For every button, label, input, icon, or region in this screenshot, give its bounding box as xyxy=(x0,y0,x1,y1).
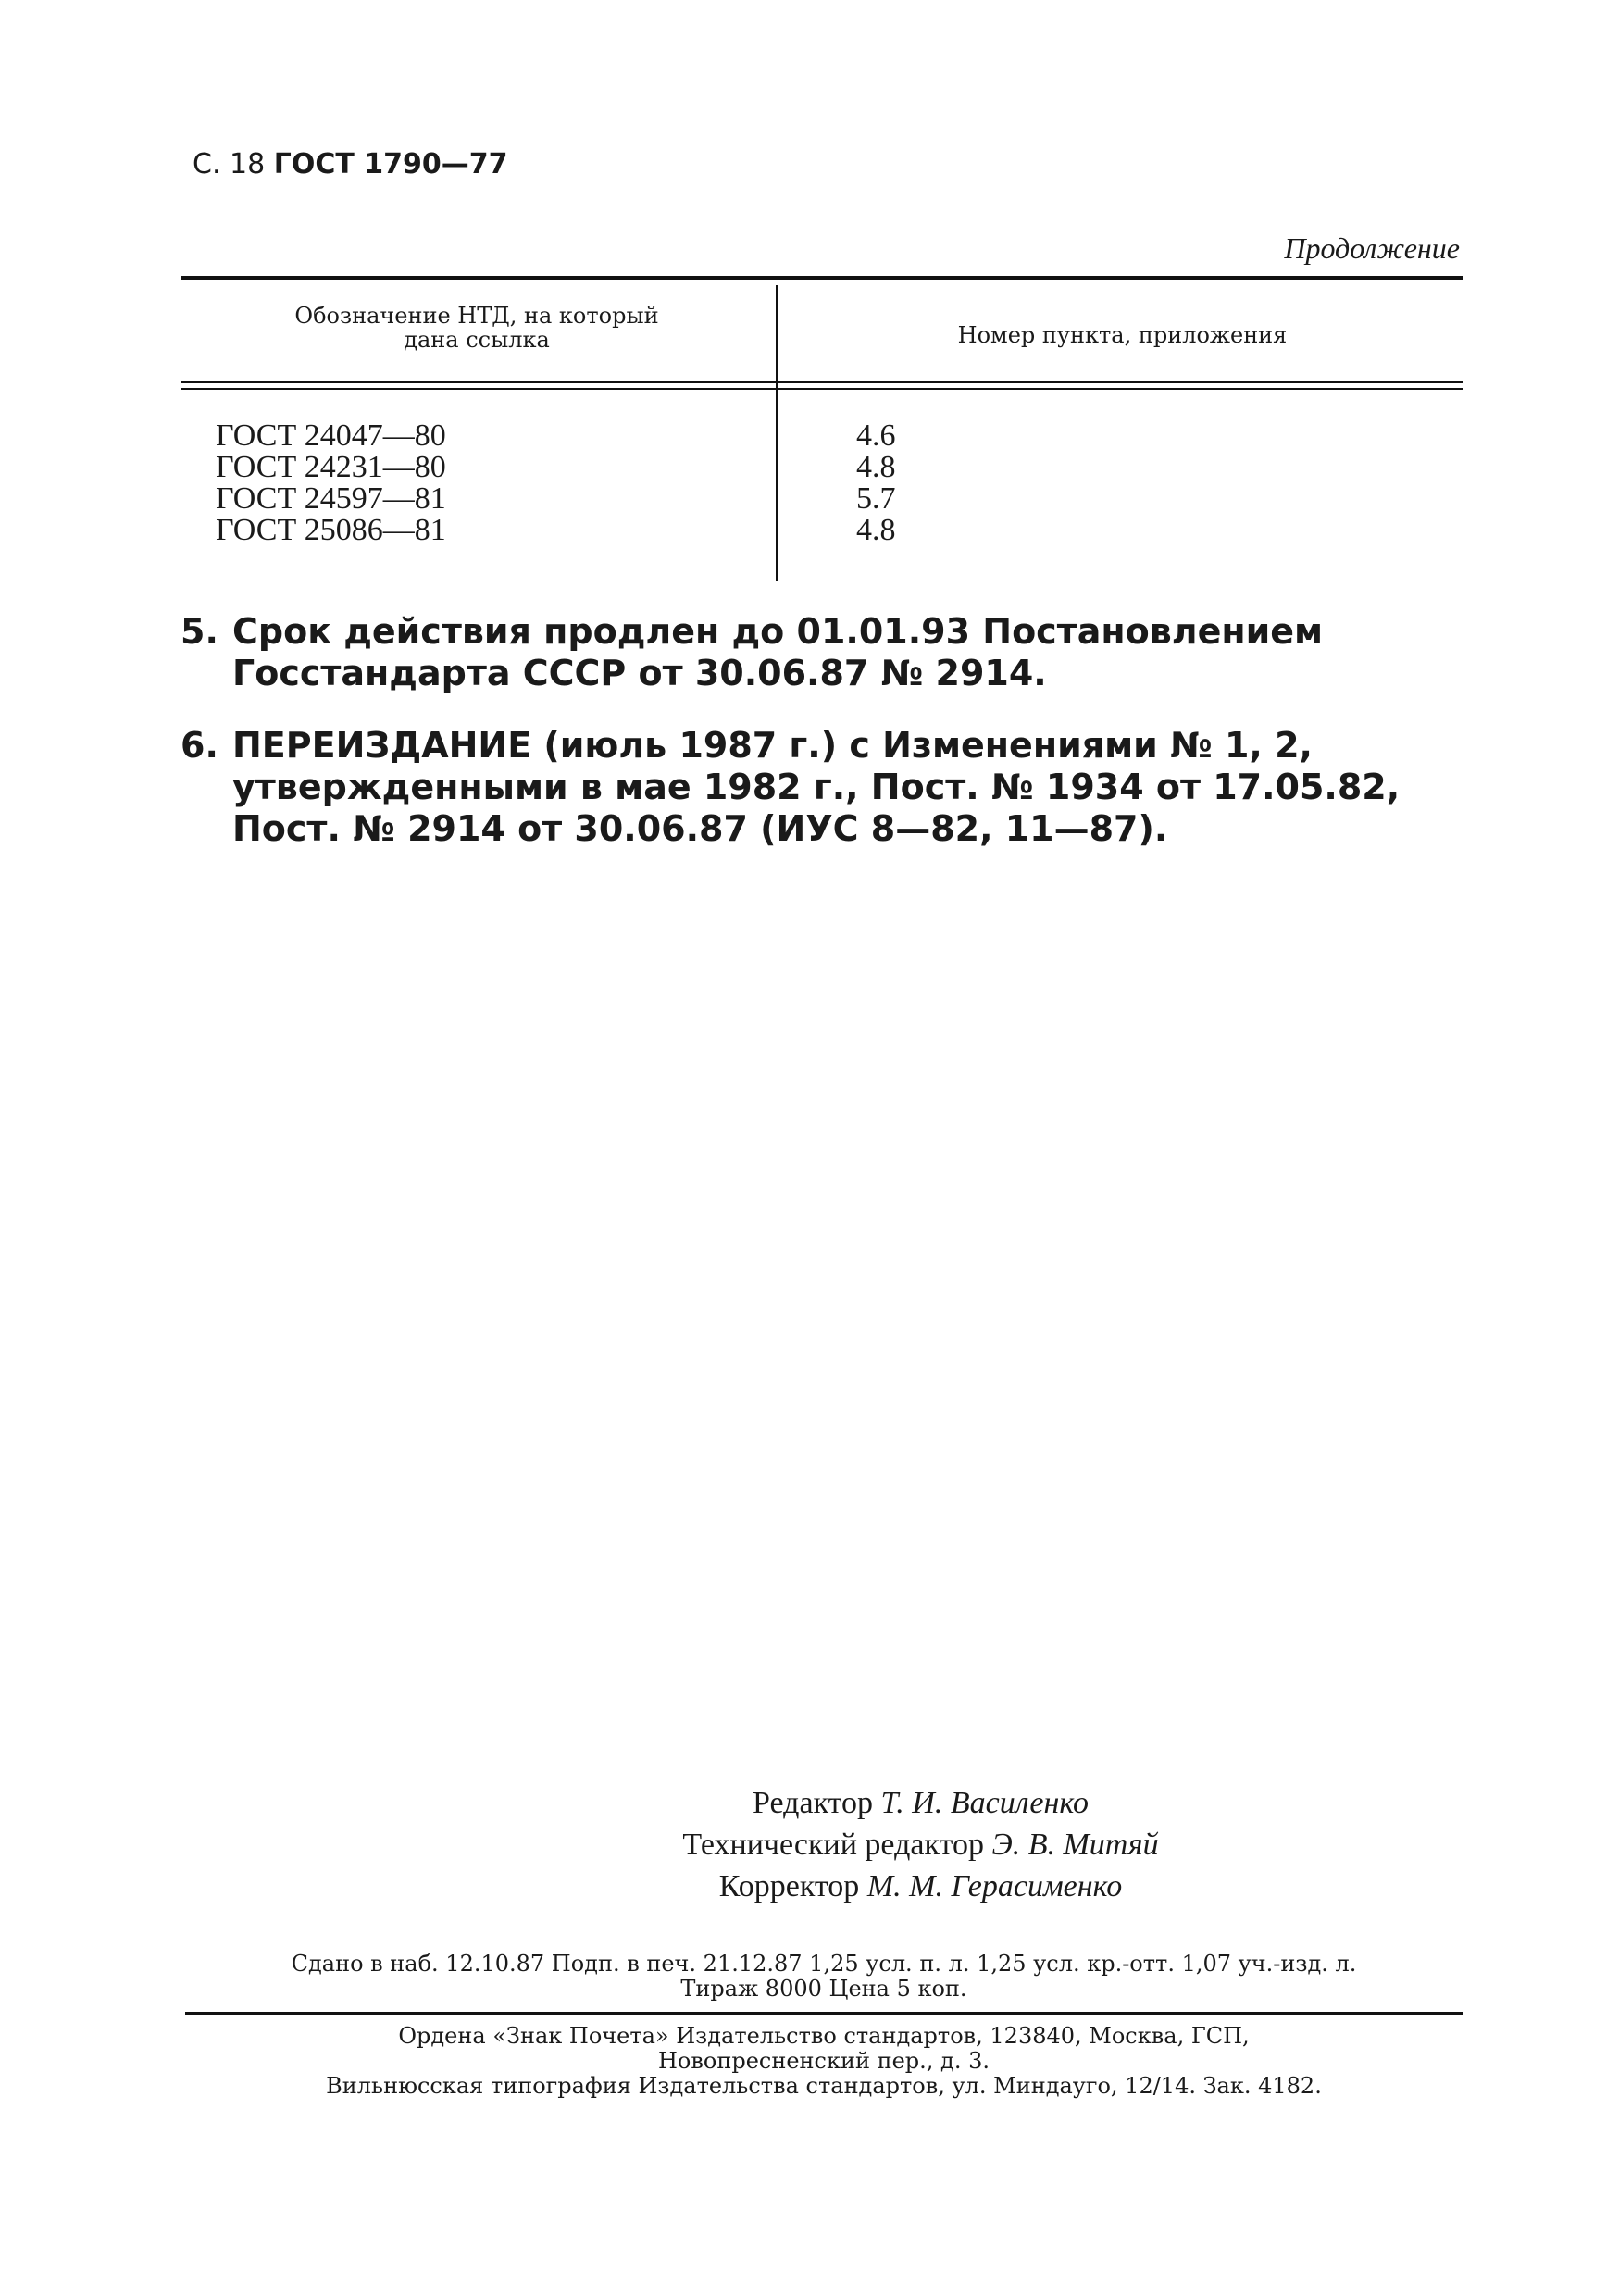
note-text: ПЕРЕИЗДАНИЕ (июль 1987 г.) с Изменениями № 1, 2, утвержденными в мае 1982 г., Пост. № 1934 от 17.05.82, Пост. № 2914 от 30.06.87 (ИУС 8—82, 11—87). xyxy=(232,725,1401,849)
credit-proofreader: Корректор М. М. Герасименко xyxy=(718,1869,1123,1903)
page-header xyxy=(193,148,508,181)
imprint-line: Тираж 8000 Цена 5 коп. xyxy=(680,1976,967,2002)
continuation-label: Продолжение xyxy=(1284,231,1460,265)
table-header-rule xyxy=(181,381,1463,383)
item-column xyxy=(856,420,896,546)
notes-section xyxy=(181,611,1467,880)
table-cell-doc: ГОСТ 24047—80 xyxy=(216,418,446,453)
reference-table xyxy=(181,276,1463,581)
table-header-rule-second xyxy=(181,388,1463,390)
publisher-block xyxy=(185,2024,1463,2099)
document-column xyxy=(216,420,446,546)
table-top-rule xyxy=(181,276,1463,280)
table-cell-doc: ГОСТ 24231—80 xyxy=(216,450,446,484)
column-header-document: Обозначение НТД, на который дана ссылка xyxy=(294,303,659,353)
table-cell-item: 4.8 xyxy=(856,450,896,484)
table-cell-item: 5.7 xyxy=(856,481,896,516)
standard-designation: ГОСТ 1790—77 xyxy=(273,148,508,181)
table-cell-doc: ГОСТ 24597—81 xyxy=(216,481,446,516)
table-column-divider xyxy=(776,285,778,581)
column-header-item: Номер пункта, приложения xyxy=(957,322,1288,348)
imprint-rule xyxy=(185,2012,1463,2015)
publisher-line: Ордена «Знак Почета» Издательство стандартов, 123840, Москва, ГСП, xyxy=(398,2023,1250,2049)
note-number: 5. xyxy=(181,611,218,652)
imprint-line: Сдано в наб. 12.10.87 Подп. в печ. 21.12.87 1,25 усл. п. л. 1,25 усл. кр.-отт. 1,07 уч.-изд. л. xyxy=(291,1951,1357,1977)
publisher-line: Вильнюсская типография Издательства стандартов, ул. Миндауго, 12/14. Зак. 4182. xyxy=(326,2073,1322,2099)
imprint-block xyxy=(185,1952,1463,2002)
note-item xyxy=(181,611,1467,694)
publisher-line: Новопресненский пер., д. 3. xyxy=(658,2048,990,2074)
table-cell-item: 4.6 xyxy=(856,418,896,453)
credit-editor: Редактор Т. И. Василенко xyxy=(753,1786,1089,1820)
credit-tech-editor: Технический редактор Э. В. Митяй xyxy=(682,1828,1159,1862)
page-number: С. 18 xyxy=(193,148,266,181)
table-cell-doc: ГОСТ 25086—81 xyxy=(216,513,446,547)
table-cell-item: 4.8 xyxy=(856,513,896,547)
credits-block xyxy=(0,1782,1619,1907)
note-text: Срок действия продлен до 01.01.93 Постановлением Госстандарта СССР от 30.06.87 № 2914. xyxy=(232,611,1324,693)
note-item xyxy=(181,725,1467,850)
note-number: 6. xyxy=(181,725,218,766)
